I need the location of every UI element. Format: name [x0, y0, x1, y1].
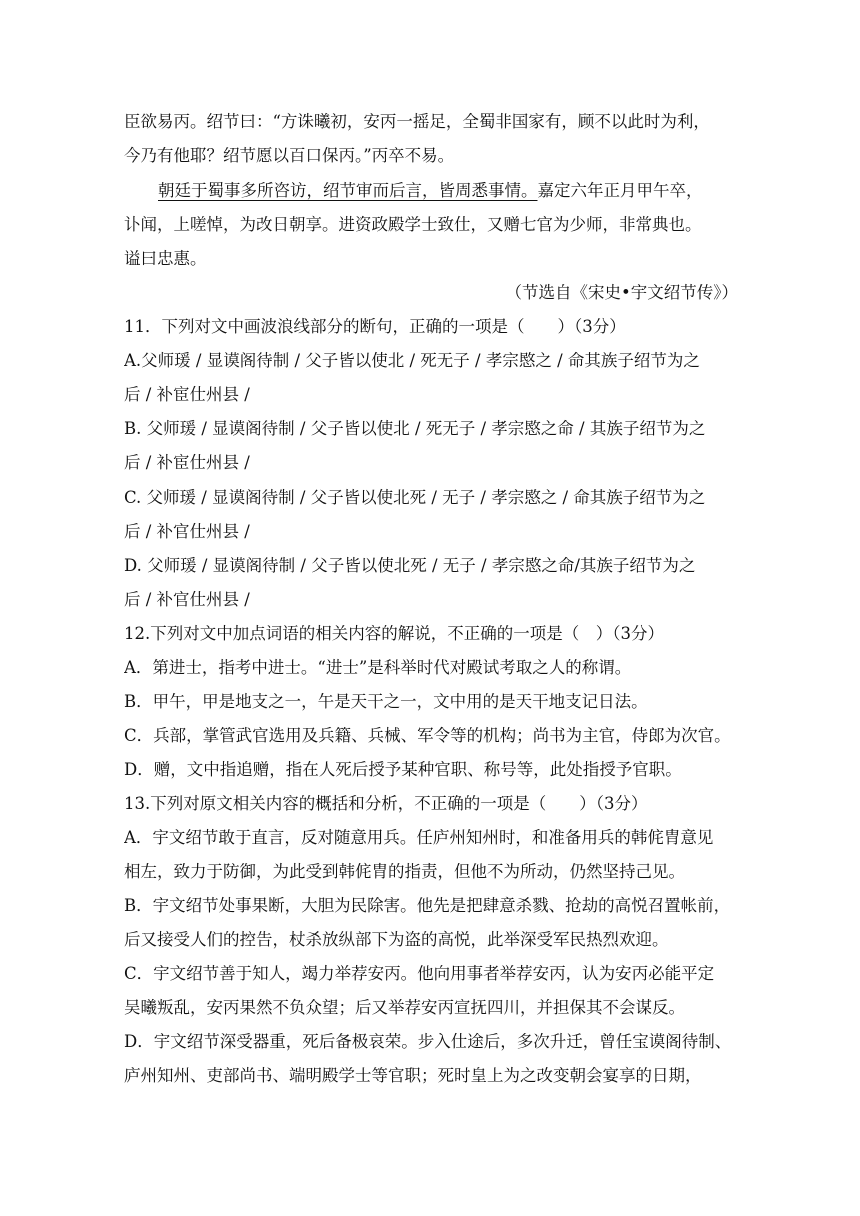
q11-option-c-line-2: 后 / 补官仕州县 /	[124, 522, 250, 541]
q13-option-b-line-1: B．宇文绍节处事果断，大胆为民除害。他先是把肆意杀戮、抢劫的高悦召置帐前，	[124, 896, 731, 915]
q13-option-a-line-1: A．宇文绍节敢于直言，反对随意用兵。任庐州知州时，和准备用兵的韩侂胄意见	[124, 828, 714, 847]
q12-option-b: B．甲午，甲是地支之一，午是天干之一，文中用的是天干地支记日法。	[124, 692, 648, 711]
q11-option-a-line-2: 后 / 补宦仕州县 /	[124, 385, 250, 404]
underlined-sentence: 朝廷于蜀事多所咨访，绍节审而后言，皆周悉事情。	[158, 181, 538, 200]
passage-line-5: 谥曰忠惠。	[124, 249, 207, 268]
passage-paragraph-2-line-1	[158, 180, 744, 202]
q11-option-b-line-2: 后 / 补宦仕州县 /	[124, 453, 250, 472]
q13-option-b-line-2: 后又接受人们的控告，杖杀放纵部下为盗的高悦，此举深受军民热烈欢迎。	[124, 930, 669, 949]
q11-option-d-line-2: 后 / 补官仕州县 /	[124, 590, 250, 609]
question-11-stem: 11．下列对文中画波浪线部分的断句，正确的一项是（ ）（3分）	[124, 317, 626, 336]
q13-option-c-line-2: 吴曦叛乱，安丙果然不负众望；后又举荐安丙宣抚四川，并担保其不会谋反。	[124, 998, 685, 1017]
question-12-stem: 12.下列对文中加点词语的相关内容的解说，不正确的一项是（ ）（3分）	[124, 624, 664, 643]
q13-option-a-line-2: 相左，致力于防御，为此受到韩侂胄的指责，但他不为所动，仍然坚持己见。	[124, 862, 685, 881]
q13-option-d-line-2: 庐州知州、吏部尚书、端明殿学士等官职；死时皇上为之改变朝会宴享的日期，	[124, 1066, 702, 1085]
q11-option-d-line-1: D. 父师瑗 / 显谟阁待制 / 父子皆以使北死 / 无子 / 孝宗愍之命/其族子绍节为之	[124, 556, 696, 575]
source-citation: （节选自《宋史•宇文绍节传》）	[505, 283, 738, 302]
q12-option-d: D．赠，文中指追赠，指在人死后授予某种官职、称号等，此处指授予官职。	[124, 760, 682, 779]
passage-line-4: 讣闻，上嗟悼，为改日朝享。进资政殿学士致仕，又赠七官为少师，非常典也。	[124, 215, 702, 234]
passage-line-1: 臣欲易丙。绍节曰：“方诛曦初，安丙一摇足，全蜀非国家有，顾不以此时为利，	[124, 112, 710, 131]
q12-option-c: C．兵部，掌管武官选用及兵籍、兵械、军令等的机构；尚书为主官，侍郎为次官。	[124, 726, 731, 745]
q11-option-c-line-1: C. 父师瑗 / 显谟阁待制 / 父子皆以使北死 / 无子 / 孝宗愍之 / 命其族子绍节为之	[124, 488, 706, 507]
q12-option-a: A．第进士，指考中进士。“进士”是科举时代对殿试考取之人的称谓。	[124, 658, 632, 677]
passage-line-2: 今乃有他耶？绍节愿以百口保丙。”丙卒不易。	[124, 146, 455, 165]
q13-option-c-line-1: C．宇文绍节善于知人，竭力举荐安丙。他向用事者举荐安丙，认为安丙必能平定	[124, 964, 715, 983]
q11-option-b-line-1: B. 父师瑗 / 显谟阁待制 / 父子皆以使北 / 死无子 / 孝宗愍之命 / 其族子绍节为之	[124, 419, 706, 438]
question-13-stem: 13.下列对原文相关内容的概括和分析，不正确的一项是（ ）（3分）	[124, 794, 648, 813]
passage-text: 嘉定六年正月甲午卒，	[537, 181, 703, 200]
q13-option-d-line-1: D．宇文绍节深受器重，死后备极哀荣。步入仕途后，多次升迁，曾任宝谟阁待制、	[124, 1032, 732, 1051]
q11-option-a-line-1: A.父师瑗 / 显谟阁待制 / 父子皆以使北 / 死无子 / 孝宗愍之 / 命其族子绍节为之	[124, 351, 700, 370]
